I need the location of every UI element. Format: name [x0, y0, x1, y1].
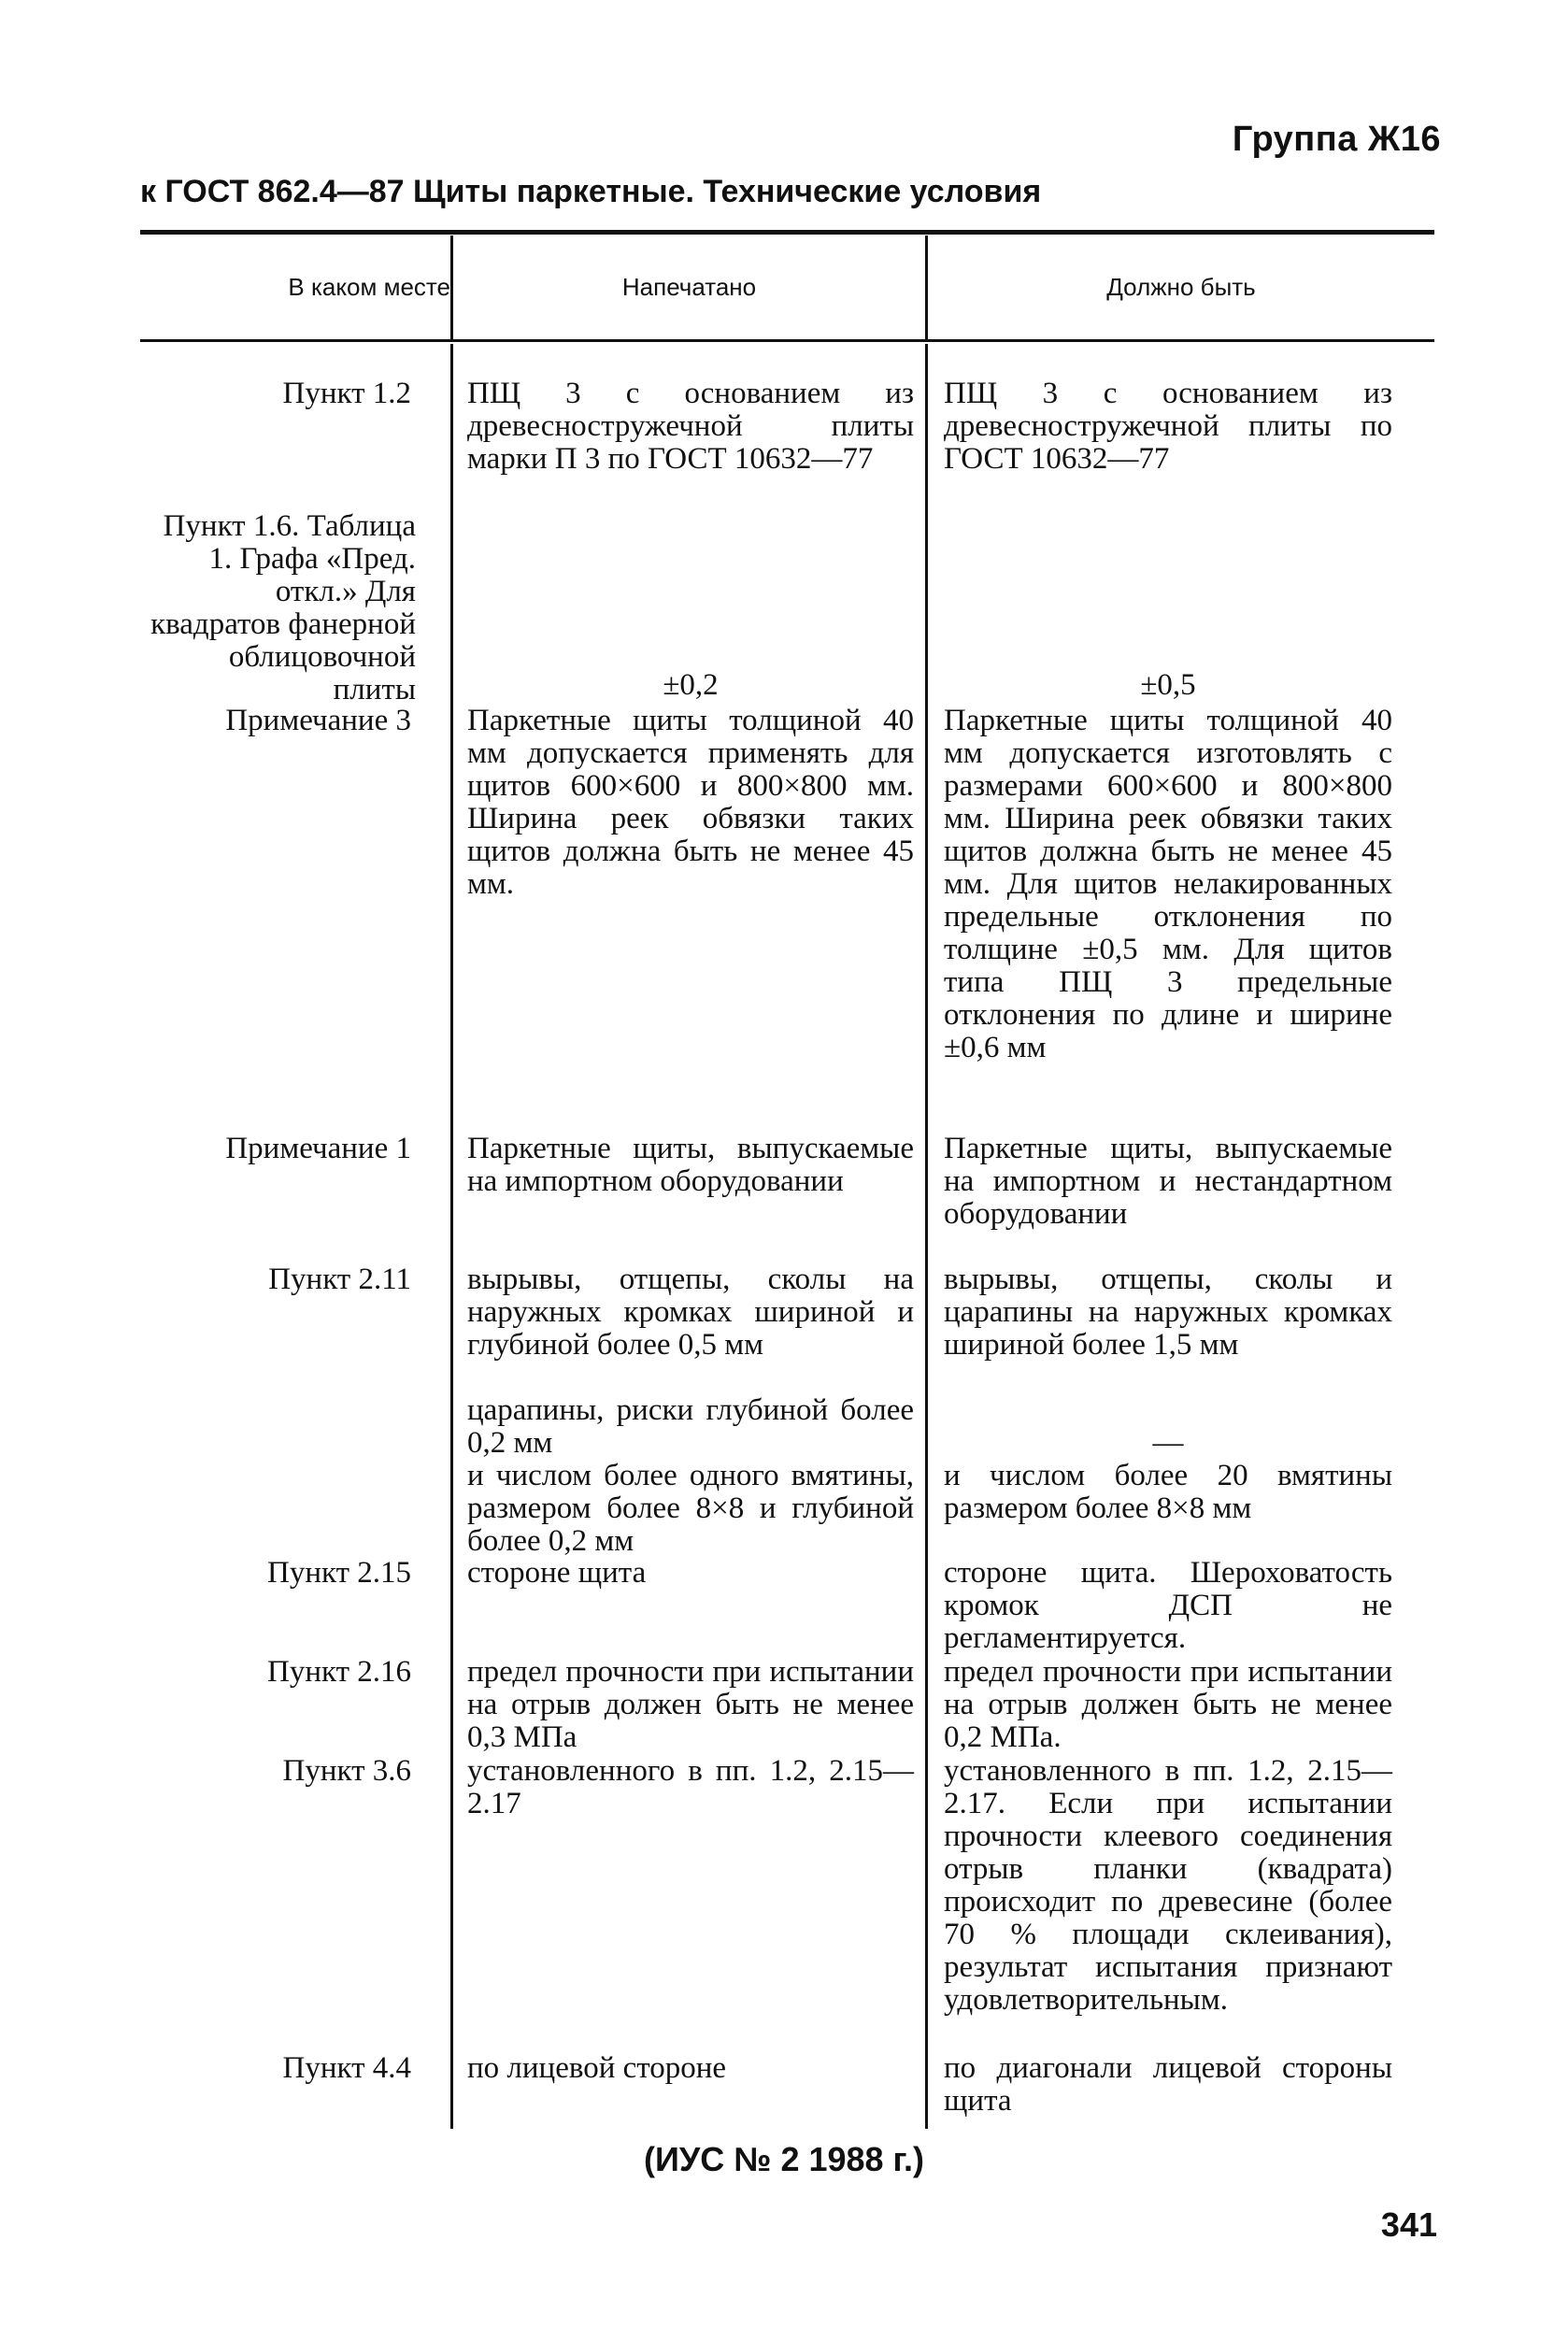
row-location-3-6: Пункт 3.6	[282, 1754, 411, 1788]
row-location-2-16: Пункт 2.16	[266, 1655, 411, 1689]
row-location-2-15: Пункт 2.15	[266, 1556, 411, 1590]
row-printed-1-6: ±0,2	[663, 668, 719, 702]
row-location-1-2: Пункт 1.2	[282, 377, 411, 410]
page-number: 341	[1380, 2205, 1437, 2244]
row-should-be-2-15: стороне щита. Шероховатость кромок ДСП не регламентируется.	[944, 1556, 1392, 1655]
row-should-be-4-4: по диагонали лицевой стороны щита	[944, 2051, 1392, 2118]
row-should-be-2-11-c: и числом более 20 вмятины размером более 8×8 мм	[944, 1459, 1392, 1525]
row-printed-2-11-b: царапины, риски глубиной более 0,2 мм	[467, 1393, 914, 1460]
row-printed-2-11-a: вырывы, отщепы, сколы на наружных кромках шириной и глубиной более 0,5 мм	[467, 1263, 914, 1362]
row-printed-4-4: по лицевой стороне	[467, 2051, 727, 2085]
row-printed-note-1: Паркетные щиты, выпускаемые на импортном оборудовании	[467, 1132, 914, 1198]
row-location-note-3: Примечание 3	[225, 704, 411, 737]
row-printed-note-3: Паркетные щиты толщиной 40 мм допускается применять для щитов 600×600 и 800×800 мм. Ширина реек обвязки таких щитов должна быть не менее 45 мм.	[467, 704, 914, 901]
group-code: Группа Ж16	[1232, 120, 1441, 159]
row-should-be-3-6: установленного в пп. 1.2, 2.15—2.17. Если при испытании прочности клеевого соединения отрыв планки (квадрата) происходит по древесине (более 70 % площади склеивания), результат испытания признают удовлетворительным.	[944, 1754, 1392, 2017]
table-top-rule	[140, 230, 1434, 235]
row-location-note-1: Примечание 1	[225, 1132, 411, 1165]
row-should-be-1-2: ПЩ 3 с основанием из древесностружечной плиты по ГОСТ 10632—77	[944, 377, 1392, 476]
row-printed-2-11-c: и числом более одного вмятины, размером более 8×8 и глубиной более 0,2 мм	[467, 1459, 914, 1558]
row-should-be-2-11-a: вырывы, отщепы, сколы и царапины на наружных кромках шириной более 1,5 мм	[944, 1263, 1392, 1362]
row-location-1-6: Пункт 1.6. Таблица 1. Графа «Пред. откл.» Для квадратов фанерной облицовочной плиты	[150, 509, 416, 706]
column-header-location: В каком месте	[288, 273, 450, 301]
row-should-be-note-3: Паркетные щиты толщиной 40 мм допускается изготовлять с размерами 600×600 и 800×800 мм. Ширина реек обвязки таких щитов должна быть не менее 45 мм. Для щитов нелакированных предельные отклонения по толщине ±0,5 мм. Для щитов типа ПЩ 3 предельные отклонения по длине и ширине ±0,6 мм	[944, 704, 1392, 1064]
column-header-printed: Напечатано	[621, 273, 757, 301]
column-divider-2	[925, 344, 928, 2129]
document-title: к ГОСТ 862.4—87 Щиты паркетные. Технические условия	[140, 174, 1042, 209]
row-should-be-2-11-b: —	[1152, 1426, 1184, 1460]
row-printed-2-15: стороне щита	[467, 1556, 647, 1590]
row-should-be-2-16: предел прочности при испытании на отрыв должен быть не менее 0,2 МПа.	[944, 1655, 1392, 1754]
table-header-rule	[140, 339, 1434, 342]
row-printed-1-2: ПЩ 3 с основанием из древесностружечной плиты марки П 3 по ГОСТ 10632—77	[467, 377, 914, 476]
row-printed-2-16: предел прочности при испытании на отрыв должен быть не менее 0,3 МПа	[467, 1655, 914, 1754]
row-should-be-1-6: ±0,5	[1140, 668, 1196, 702]
row-location-4-4: Пункт 4.4	[282, 2051, 411, 2085]
row-should-be-note-1: Паркетные щиты, выпускаемые на импортном и нестандартном оборудовании	[944, 1132, 1392, 1231]
column-divider-1	[450, 344, 453, 2129]
row-printed-3-6: установленного в пп. 1.2, 2.15—2.17	[467, 1754, 914, 1820]
column-header-should-be: Должно быть	[1106, 273, 1256, 301]
source-reference: (ИУС № 2 1988 г.)	[644, 2140, 924, 2178]
row-location-2-11: Пункт 2.11	[268, 1263, 411, 1296]
